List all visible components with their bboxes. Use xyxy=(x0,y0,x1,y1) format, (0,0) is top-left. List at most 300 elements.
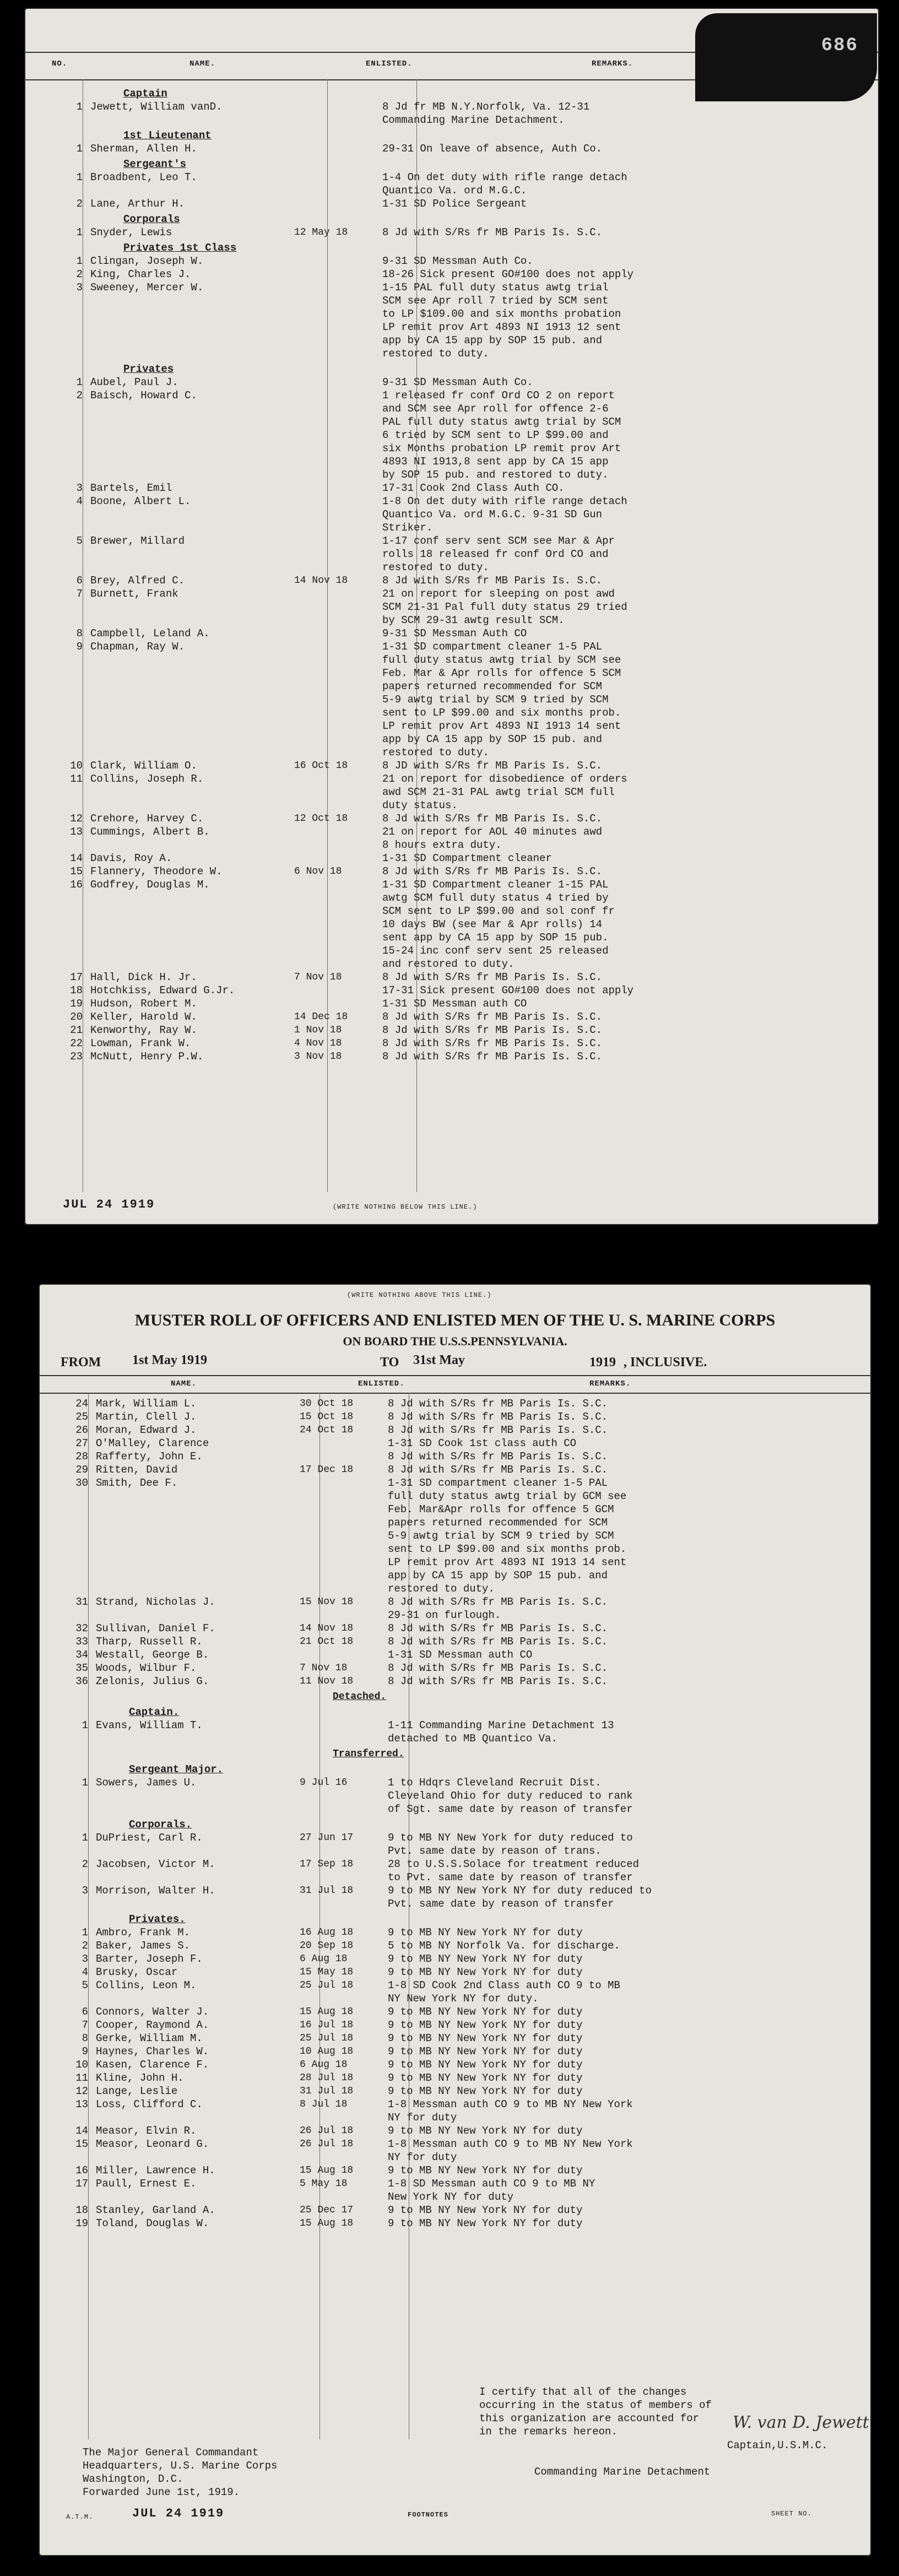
remarks-text: 1-8 Messman auth CO 9 to MB NY New York NY for duty xyxy=(388,2138,633,2163)
sheet2-entries xyxy=(50,1397,859,2230)
entry-number: 32 xyxy=(75,1622,88,1635)
entry-number: 11 xyxy=(70,773,83,785)
entry-number: 21 xyxy=(70,1024,83,1036)
remarks-text: 1-31 SD Compartment cleaner xyxy=(382,852,552,864)
footnotes-label: FOOTNOTES xyxy=(408,2511,448,2519)
entry-number: 33 xyxy=(75,1636,88,1648)
member-name: Privates xyxy=(123,363,174,375)
enlisted-date xyxy=(327,158,415,171)
member-name: Brusky, Oscar xyxy=(96,1966,178,1978)
roster-entry xyxy=(50,2098,859,2124)
entry-number: 15 xyxy=(70,865,83,878)
member-name: Crehore, Harvey C. xyxy=(90,813,204,825)
roster-entry xyxy=(44,255,865,268)
remarks-text xyxy=(415,241,865,255)
entry-number xyxy=(50,1747,96,1761)
roster-entry xyxy=(44,171,865,197)
roster-entry xyxy=(44,100,865,127)
enlisted-date: 25 Dec 17 xyxy=(300,2205,354,2216)
write-nothing-below-note: (WRITE NOTHING BELOW THIS LINE.) xyxy=(333,1203,478,1211)
enlisted-date: 31 Jul 18 xyxy=(300,1885,354,1896)
remarks-text xyxy=(421,1763,859,1776)
muster-sheet-2 xyxy=(39,1284,871,2556)
member-name: Mark, William L. xyxy=(96,1398,197,1410)
roster-entry xyxy=(44,226,865,239)
enlisted-date xyxy=(294,534,382,574)
roster-entry xyxy=(50,1831,859,1858)
remarks-text: 8 Jd with S/Rs fr MB Paris Is. S.C. xyxy=(382,813,603,825)
entry-number: 19 xyxy=(70,998,83,1010)
roster-entry xyxy=(44,878,865,971)
remarks-text: 18-26 Sick present GO#100 does not apply xyxy=(382,268,634,280)
roster-entry xyxy=(44,997,865,1010)
entry-number: 13 xyxy=(70,826,83,838)
header-enlisted: ENLISTED. xyxy=(366,59,413,68)
enlisted-date xyxy=(294,495,382,534)
member-name: Privates. xyxy=(129,1913,186,1925)
entry-number: 12 xyxy=(75,2085,88,2097)
roster-entry xyxy=(50,1939,859,1952)
enlisted-date: 7 Nov 18 xyxy=(300,1663,348,1674)
entry-number: 1 xyxy=(82,1777,88,1789)
entry-number xyxy=(50,1763,96,1776)
member-name: Gerke, William M. xyxy=(96,2032,203,2044)
roster-entry xyxy=(50,1926,859,1939)
enlisted-date xyxy=(294,281,382,360)
enlisted-date: 30 Oct 18 xyxy=(300,1398,354,1409)
roster-entry xyxy=(44,772,865,812)
remarks-text: 9 to MB NY New York NY for duty xyxy=(388,2085,583,2097)
member-name: Loss, Clifford C. xyxy=(96,2098,203,2110)
roster-entry xyxy=(50,1635,859,1648)
enlisted-date: 6 Aug 18 xyxy=(300,2059,348,2070)
roster-entry xyxy=(50,2032,859,2045)
enlisted-date: 1 Nov 18 xyxy=(294,1025,342,1036)
member-name: Paull, Ernest E. xyxy=(96,2178,197,2190)
remarks-text xyxy=(421,1706,859,1719)
enlisted-date xyxy=(333,1763,421,1776)
enlisted-date: 12 Oct 18 xyxy=(294,813,348,824)
section-heading xyxy=(50,1818,859,1831)
entry-number: 20 xyxy=(70,1011,83,1023)
roster-entry xyxy=(50,2137,859,2164)
member-name: Aubel, Paul J. xyxy=(90,376,178,388)
entry-number: 1 xyxy=(76,101,83,113)
enlisted-date: 24 Oct 18 xyxy=(300,1425,354,1436)
member-name: Collins, Leon M. xyxy=(96,1979,197,1991)
entry-number: 2 xyxy=(82,1858,88,1870)
enlisted-date xyxy=(300,1450,388,1463)
enlisted-date: 12 May 18 xyxy=(294,227,348,238)
enlisted-date xyxy=(327,87,415,100)
entry-number: 31 xyxy=(75,1596,88,1608)
enlisted-date xyxy=(327,213,415,226)
member-name: Broadbent, Leo T. xyxy=(90,171,197,183)
roster-entry xyxy=(44,1024,865,1037)
remarks-text: 8 Jd with S/Rs fr MB Paris Is. S.C. xyxy=(382,865,603,878)
entry-number: 28 xyxy=(75,1451,88,1463)
roster-entry xyxy=(50,1595,859,1622)
entry-number: 23 xyxy=(70,1051,83,1063)
roster-entry xyxy=(44,640,865,759)
member-name: Sowers, James U. xyxy=(96,1777,197,1789)
enlisted-date xyxy=(294,100,382,127)
member-name: King, Charles J. xyxy=(90,268,191,280)
remarks-text: 8 Jd with S/Rs fr MB Paris Is. S.C. xyxy=(382,1051,603,1063)
roster-entry xyxy=(44,759,865,772)
remarks-text: 9 to MB NY New York NY for duty xyxy=(388,2006,583,2018)
roster-entry xyxy=(44,1010,865,1024)
enlisted-date xyxy=(333,1818,421,1831)
member-name: Toland, Douglas W. xyxy=(96,2217,209,2229)
entry-number: 8 xyxy=(76,627,83,640)
entry-number xyxy=(50,1818,96,1831)
entry-number: 1 xyxy=(82,1832,88,1844)
enlisted-date: 28 Jul 18 xyxy=(300,2072,354,2083)
remarks-text: 8 Jd with S/Rs fr MB Paris Is. S.C. xyxy=(382,1011,603,1023)
remarks-text: 9 to MB NY New York NY for duty xyxy=(388,2217,583,2229)
enlisted-date: 17 Sep 18 xyxy=(300,1859,354,1870)
enlisted-date xyxy=(294,772,382,812)
header-remarks: REMARKS. xyxy=(592,59,633,68)
remarks-text: 9 to MB NY New York NY for duty xyxy=(388,2032,583,2044)
column-header-bar-2 xyxy=(39,1375,871,1394)
enlisted-date: 15 Aug 18 xyxy=(300,2218,354,2229)
entry-number: 10 xyxy=(70,760,83,772)
period-from-label: FROM xyxy=(61,1355,101,1370)
roster-entry xyxy=(44,574,865,587)
enlisted-date: 17 Dec 18 xyxy=(300,1464,354,1475)
entry-number xyxy=(44,158,90,171)
member-name: Cooper, Raymond A. xyxy=(96,2019,209,2031)
enlisted-date: 26 Jul 18 xyxy=(300,2139,354,2150)
member-name: Westall, George B. xyxy=(96,1649,209,1661)
entry-number: 15 xyxy=(75,2138,88,2150)
entry-number: 14 xyxy=(75,2125,88,2137)
enlisted-date: 25 Jul 18 xyxy=(300,2033,354,2044)
write-nothing-above-note: (WRITE NOTHING ABOVE THIS LINE.) xyxy=(347,1291,492,1299)
member-name: Baisch, Howard C. xyxy=(90,389,197,402)
remarks-text: 29-31 On leave of absence, Auth Co. xyxy=(382,143,603,155)
enlisted-date: 14 Dec 18 xyxy=(294,1011,348,1022)
member-name: Brey, Alfred C. xyxy=(90,575,185,587)
roster-entry xyxy=(50,2124,859,2137)
remarks-text: 1 to Hdqrs Cleveland Recruit Dist. Cleveland Ohio for duty reduced to rank of Sgt. same date by reason of transfer xyxy=(388,1777,633,1815)
entry-number: 3 xyxy=(76,482,83,494)
member-name: Haynes, Charles W. xyxy=(96,2045,209,2058)
certification-text: I certify that all of the changes occurring in the status of members of this organization are accounted for in the remarks hereon. xyxy=(479,2386,712,2438)
roster-entry xyxy=(50,2164,859,2177)
enlisted-date xyxy=(294,627,382,640)
roster-entry xyxy=(50,2071,859,2085)
member-name: Burnett, Frank xyxy=(90,588,178,600)
entry-number: 29 xyxy=(75,1464,88,1476)
member-name: Campbell, Leland A. xyxy=(90,627,210,640)
enlisted-date xyxy=(294,997,382,1010)
member-name: Jewett, William vanD. xyxy=(90,101,223,113)
member-name: Baker, James S. xyxy=(96,1940,191,1952)
page-corner-tab xyxy=(695,13,877,101)
entry-number: 1 xyxy=(82,1926,88,1939)
remarks-text: 1-31 SD Compartment cleaner 1-15 PAL awtg SCM full duty status 4 tried by SCM sent to LP $99.00 and sol conf fr 10 days BW (see Mar & Apr rolls) 14 sent app by CA 15 app by SOP 15 pub. 15-24 inc conf serv sent 25 released and restored to duty. xyxy=(382,879,615,970)
member-name: Sullivan, Daniel F. xyxy=(96,1622,215,1635)
enlisted-date: 8 Jul 18 xyxy=(300,2099,348,2110)
member-name: Captain xyxy=(123,88,167,100)
enlisted-date: 14 Nov 18 xyxy=(300,1623,354,1634)
member-name: Strand, Nicholas J. xyxy=(96,1596,215,1608)
section-heading xyxy=(50,1913,859,1926)
member-name: Stanley, Garland A. xyxy=(96,2204,215,2216)
section-heading xyxy=(44,241,865,255)
enlisted-date: 20 Sep 18 xyxy=(300,1940,354,1951)
entry-number: 3 xyxy=(82,1885,88,1897)
member-name: Collins, Joseph R. xyxy=(90,773,204,785)
roster-entry xyxy=(44,142,865,155)
remarks-text: 1-8 On det duty with rifle range detach Quantico Va. ord M.G.C. 9-31 SD Gun Striker. xyxy=(382,495,627,534)
entry-number: 1 xyxy=(76,255,83,267)
enlisted-date xyxy=(327,241,415,255)
entry-number: 9 xyxy=(82,2045,88,2058)
member-name: Captain. xyxy=(129,1706,180,1718)
member-name: Sherman, Allen H. xyxy=(90,143,197,155)
roster-entry xyxy=(50,1858,859,1884)
entry-number: 19 xyxy=(75,2217,88,2229)
member-name: Kenworthy, Ray W. xyxy=(90,1024,197,1036)
entry-number xyxy=(50,1690,96,1703)
roster-entry xyxy=(50,2204,859,2217)
member-name: Measor, Leonard G. xyxy=(96,2138,209,2150)
enlisted-date xyxy=(327,362,415,376)
enlisted-date: Transferred. xyxy=(333,1749,404,1760)
header-name: NAME. xyxy=(189,59,216,68)
section-heading xyxy=(50,1747,859,1761)
enlisted-date xyxy=(294,640,382,759)
member-name: Boone, Albert L. xyxy=(90,495,191,507)
entry-number: 1 xyxy=(76,171,83,183)
member-name: Corporals xyxy=(123,213,180,225)
roster-entry xyxy=(44,627,865,640)
remarks-text: 8 Jd with S/Rs fr MB Paris Is. S.C. xyxy=(388,1636,608,1648)
remarks-text: 1-31 SD Messman auth CO xyxy=(388,1649,533,1661)
roster-entry xyxy=(50,1648,859,1662)
remarks-text: 8 Jd with S/Rs fr MB Paris Is. S.C. xyxy=(388,1464,608,1476)
member-name: Lange, Leslie xyxy=(96,2085,178,2097)
remarks-text: 1-31 SD Messman auth CO xyxy=(382,998,527,1010)
entry-number: 7 xyxy=(82,2019,88,2031)
entry-number: 3 xyxy=(76,282,83,294)
remarks-text: 8 Jd fr MB N.Y.Norfolk, Va. 12-31 Commanding Marine Detachment. xyxy=(382,101,590,126)
roll-subtitle: ON BOARD THE U.S.S.PENNSYLVANIA. xyxy=(343,1334,567,1348)
entry-number: 1 xyxy=(76,376,83,388)
enlisted-date: 14 Nov 18 xyxy=(294,575,348,586)
header-name-2: NAME. xyxy=(171,1379,197,1388)
member-name: Corporals. xyxy=(129,1819,192,1831)
section-heading xyxy=(44,362,865,376)
member-name: Kline, John H. xyxy=(96,2072,184,2084)
entry-number: 6 xyxy=(76,575,83,587)
remarks-text: 8 Jd with S/Rs fr MB Paris Is. S.C. xyxy=(388,1662,608,1674)
entry-number: 22 xyxy=(70,1037,83,1049)
member-name: Smith, Dee F. xyxy=(96,1477,178,1489)
remarks-text: 1 released fr conf Ord CO 2 on report and SCM see Apr roll for offence 2-6 PAL full duty status awtg trial by SCM 6 tried by SCM sent to LP $99.00 and six Months probation LP remit prov Art 4893 NI 1913,8 sent app by CA 15 app by SOP 15 pub. and restored to duty. xyxy=(382,389,621,481)
entry-number: 18 xyxy=(70,984,83,997)
entry-number: 17 xyxy=(70,971,83,983)
member-name: Sweeney, Mercer W. xyxy=(90,282,204,294)
entry-number: 4 xyxy=(76,495,83,507)
enlisted-date xyxy=(294,481,382,495)
entry-number: 35 xyxy=(75,1662,88,1674)
member-name: Jacobsen, Victor M. xyxy=(96,1858,215,1870)
entry-number xyxy=(44,129,90,142)
member-name: Measor, Elvin R. xyxy=(96,2125,197,2137)
remarks-text: 9 to MB NY New York NY for duty xyxy=(388,2125,583,2137)
roster-entry xyxy=(50,1675,859,1688)
member-name: Clark, William O. xyxy=(90,760,197,772)
roster-entry xyxy=(50,1662,859,1675)
remarks-text: 9-31 SD Messman Auth CO xyxy=(382,627,527,640)
section-heading xyxy=(44,129,865,142)
entry-number: 1 xyxy=(76,226,83,239)
member-name: DuPriest, Carl R. xyxy=(96,1832,203,1844)
roster-entry xyxy=(50,1397,859,1410)
enlisted-date xyxy=(294,171,382,197)
member-name: Sergeant Major. xyxy=(129,1763,224,1776)
enlisted-date xyxy=(294,878,382,971)
roster-entry xyxy=(50,1424,859,1437)
signer-rank: Captain,U.S.M.C. xyxy=(727,2439,828,2451)
remarks-text: 1-8 SD Cook 2nd Class auth CO 9 to MB NY New York NY for duty. xyxy=(388,1979,620,2005)
member-name: Martin, Clell J. xyxy=(96,1411,197,1423)
member-name: Clingan, Joseph W. xyxy=(90,255,204,267)
enlisted-date: 15 May 18 xyxy=(300,1967,354,1978)
member-name: Zelonis, Julius G. xyxy=(96,1675,209,1687)
member-name: Privates 1st Class xyxy=(123,242,237,254)
member-name: Snyder, Lewis xyxy=(90,226,172,239)
remarks-text: 8 Jd with S/Rs fr MB Paris Is. S.C. xyxy=(382,226,603,239)
member-name: Godfrey, Douglas M. xyxy=(90,879,210,891)
enlisted-date xyxy=(294,142,382,155)
member-name: Davis, Roy A. xyxy=(90,852,172,864)
entry-number: 24 xyxy=(75,1398,88,1410)
remarks-text: 9 to MB NY New York NY for duty xyxy=(388,2059,583,2071)
enlisted-date: 27 Jun 17 xyxy=(300,1832,354,1843)
roster-entry xyxy=(50,2045,859,2058)
entry-number: 11 xyxy=(75,2072,88,2084)
entry-number xyxy=(44,87,90,100)
member-name: Kasen, Clarence F. xyxy=(96,2059,209,2071)
entry-number: 27 xyxy=(75,1437,88,1449)
date-stamp: JUL 24 1919 xyxy=(63,1198,155,1211)
roster-entry xyxy=(44,984,865,997)
entry-number: 16 xyxy=(75,2164,88,2177)
member-name: Keller, Harold W. xyxy=(90,1011,197,1023)
remarks-text: 9 to MB NY New York NY for duty xyxy=(388,1953,583,1965)
enlisted-date: 3 Nov 18 xyxy=(294,1051,342,1062)
remarks-text: 9 to MB NY New York NY for duty xyxy=(388,2164,583,2177)
remarks-text xyxy=(415,362,865,376)
remarks-text: 9 to MB NY New York NY for duty xyxy=(388,1926,583,1939)
entry-number: 16 xyxy=(70,879,83,891)
roster-entry xyxy=(44,281,865,360)
member-name: Hudson, Robert M. xyxy=(90,998,197,1010)
entry-number: 34 xyxy=(75,1649,88,1661)
entry-number: 8 xyxy=(82,2032,88,2044)
member-name: Brewer, Millard xyxy=(90,535,185,547)
enlisted-date: 26 Jul 18 xyxy=(300,2125,354,2136)
remarks-text: 21 on report for disobedience of orders awd SCM 21-31 PAL awtg trial SCM full duty status. xyxy=(382,773,627,811)
enlisted-date: 5 May 18 xyxy=(300,2178,348,2189)
period-to-label: TO xyxy=(380,1355,399,1370)
remarks-text: 9 to MB NY New York NY for duty xyxy=(388,1966,583,1978)
member-name: Ambro, Frank M. xyxy=(96,1926,191,1939)
member-name: Lane, Arthur H. xyxy=(90,198,185,210)
remarks-text: 9 to MB NY New York NY for duty reduced to Pvt. same date by reason of transfer xyxy=(388,1885,652,1910)
member-name: Rafferty, John E. xyxy=(96,1451,203,1463)
roster-entry xyxy=(50,1719,859,1745)
remarks-text: 9 to MB NY New York NY for duty xyxy=(388,2045,583,2058)
roster-entry xyxy=(50,1622,859,1635)
entry-number: 14 xyxy=(70,852,83,864)
remarks-text: 17-31 Sick present GO#100 does not apply xyxy=(382,984,634,997)
entry-number: 1 xyxy=(76,143,83,155)
signer-role: Commanding Marine Detachment xyxy=(534,2466,711,2478)
remarks-text: 1-4 On det duty with rifle range detach Quantico Va. ord M.G.C. xyxy=(382,171,627,197)
enlisted-date: 16 Oct 18 xyxy=(294,760,348,771)
remarks-text xyxy=(421,1913,859,1926)
page-number: 686 xyxy=(821,35,858,56)
enlisted-date: 15 Oct 18 xyxy=(300,1411,354,1422)
enlisted-date: 4 Nov 18 xyxy=(294,1038,342,1049)
remarks-text: 8 JD with S/Rs fr MB Paris Is. S.C. xyxy=(382,760,603,772)
roster-entry xyxy=(50,2085,859,2098)
remarks-text xyxy=(421,1690,859,1703)
enlisted-date: 6 Aug 18 xyxy=(300,1953,348,1965)
entry-number: 1 xyxy=(82,1719,88,1731)
remarks-text: 1-8 Messman auth CO 9 to MB NY New York NY for duty xyxy=(388,2098,633,2124)
remarks-text: 17-31 Cook 2nd Class Auth CO. xyxy=(382,482,565,494)
member-name: 1st Lieutenant xyxy=(123,129,212,142)
roster-entry xyxy=(44,481,865,495)
entry-number: 7 xyxy=(76,588,83,600)
member-name: Connors, Walter J. xyxy=(96,2006,209,2018)
enlisted-date: 9 Jul 16 xyxy=(300,1777,348,1788)
enlisted-date xyxy=(294,852,382,865)
roster-entry xyxy=(44,971,865,984)
entry-number: 12 xyxy=(70,813,83,825)
enlisted-date: 16 Jul 18 xyxy=(300,2020,354,2031)
remarks-text: 8 Jd with S/Rs fr MB Paris Is. S.C. xyxy=(388,1622,608,1635)
enlisted-date xyxy=(294,197,382,210)
remarks-text: 1-15 PAL full duty status awtg trial SCM see Apr roll 7 tried by SCM sent to LP $109.00 and six months probation LP remit prov Art 4893 NI 1913 12 sent app by CA 15 app by SOP 15 pub. and restored to duty. xyxy=(382,282,621,360)
remarks-text xyxy=(421,1818,859,1831)
roster-entry xyxy=(50,1966,859,1979)
enlisted-date xyxy=(300,1648,388,1662)
enlisted-date xyxy=(294,825,382,852)
member-name: Flannery, Theodore W. xyxy=(90,865,223,878)
entry-number: 9 xyxy=(76,641,83,653)
member-name: McNutt, Henry P.W. xyxy=(90,1051,204,1063)
member-name: Woods, Wilbur F. xyxy=(96,1662,197,1674)
member-name: Tharp, Russell R. xyxy=(96,1636,203,1648)
enlisted-date: 10 Aug 18 xyxy=(300,2046,354,2057)
entry-number xyxy=(44,241,90,255)
roster-entry xyxy=(44,376,865,389)
member-name: Hall, Dick H. Jr. xyxy=(90,971,197,983)
member-name: Cummings, Albert B. xyxy=(90,826,210,838)
entry-number: 6 xyxy=(82,2006,88,2018)
roster-entry xyxy=(44,865,865,878)
remarks-text xyxy=(421,1747,859,1761)
